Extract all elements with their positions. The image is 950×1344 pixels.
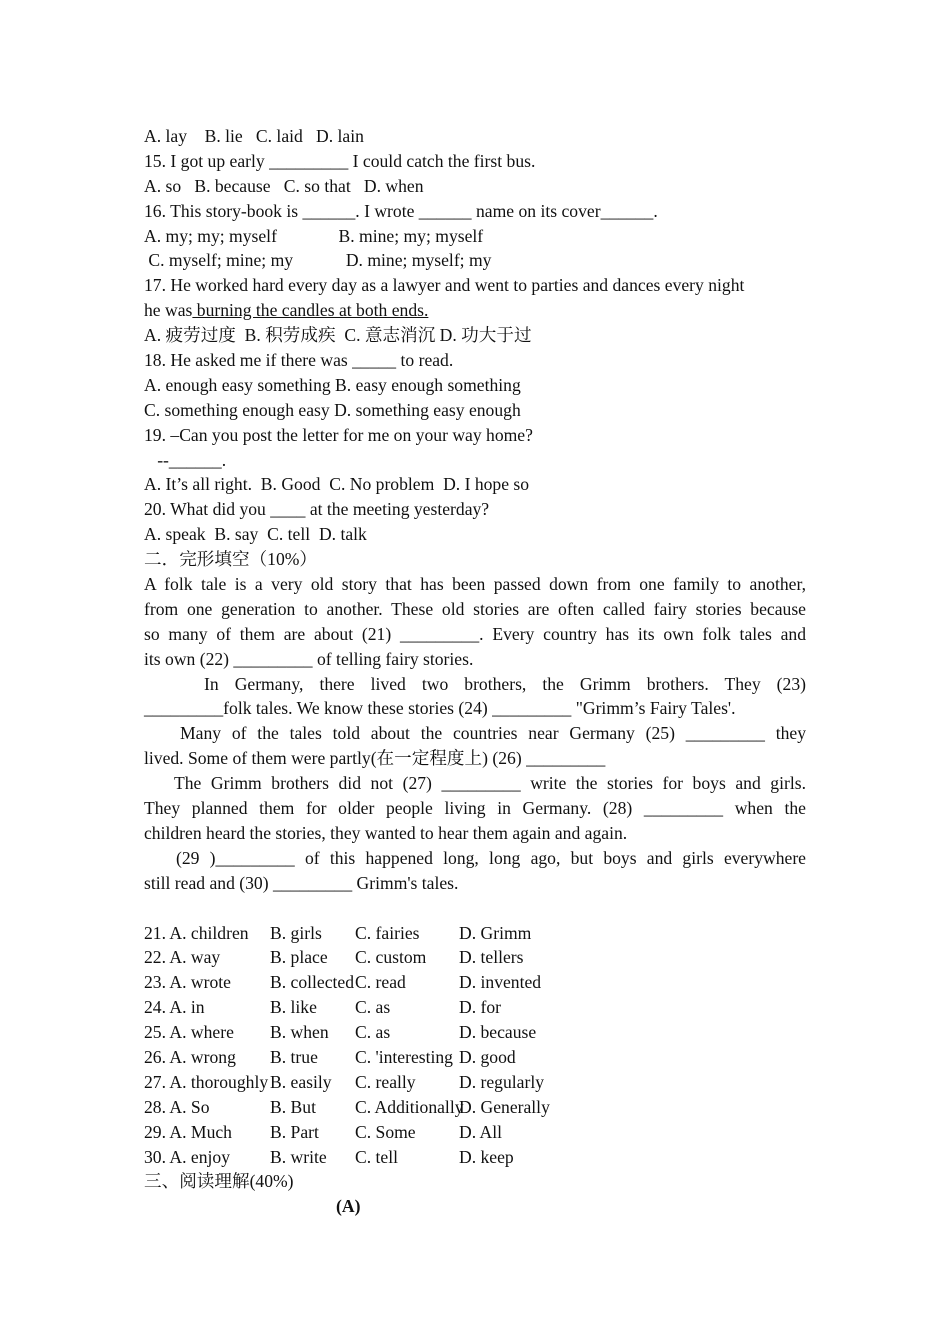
option-b: B. true (270, 1046, 318, 1067)
option-b: B. Part (270, 1121, 319, 1142)
q16-options-cd: C. myself; mine; my D. mine; myself; my (144, 250, 492, 271)
q17-question-line2 (144, 298, 806, 323)
cloze-p4-line3: children heard the stories, they wanted to hear them again and again. (144, 822, 628, 843)
q20-options: A. speak B. say C. tell D. talk (144, 524, 367, 545)
option-d: D. Grimm (459, 922, 532, 943)
option-a: 26. A. wrong (144, 1046, 236, 1067)
option-row (144, 1120, 806, 1145)
reading-section-a: (A) (336, 1196, 361, 1217)
option-b: B. like (270, 997, 317, 1018)
option-row (144, 921, 806, 946)
option-d: D. All (459, 1121, 503, 1142)
option-c: C. fairies (355, 922, 420, 943)
cloze-p5-line2: still read and (30) _________ Grimm's tales. (144, 872, 459, 893)
q20-question: 20. What did you ____ at the meeting yesterday? (144, 499, 490, 520)
option-row (144, 995, 806, 1020)
option-d: D. regularly (459, 1071, 545, 1092)
option-a: 29. A. Much (144, 1121, 232, 1142)
cloze-p1-line2: from one generation to another. These old stories are often called fairy stories because (144, 598, 806, 619)
cloze-p2-line1: In Germany, there lived two brothers, the Grimm brothers. They (23) (204, 673, 806, 694)
option-row (144, 1045, 806, 1070)
q15-question: 15. I got up early _________ I could catch the first bus. (144, 150, 536, 171)
option-a: 24. A. in (144, 997, 205, 1018)
option-c: C. Some (355, 1121, 416, 1142)
option-c: C. 'interesting (355, 1046, 453, 1067)
option-row (144, 1145, 806, 1170)
q14-options: A. lay B. lie C. laid D. lain (144, 126, 364, 146)
option-c: C. Additionally (355, 1096, 464, 1117)
option-a: 21. A. children (144, 922, 249, 943)
q18-options-ab: A. enough easy something B. easy enough something (144, 374, 521, 395)
q18-options-cd: C. something enough easy D. something easy enough (144, 399, 521, 420)
option-d: D. good (459, 1046, 516, 1067)
q17-question-line1: 17. He worked hard every day as a lawyer and went to parties and dances every night (144, 275, 745, 296)
option-b: B. girls (270, 922, 322, 943)
q17-options: A. 疲劳过度 B. 积劳成疾 C. 意志消沉 D. 功大于过 (144, 325, 532, 346)
option-a: 27. A. thoroughly (144, 1071, 269, 1092)
cloze-p4-line1: The Grimm brothers did not (27) _________ write the stories for boys and girls. (174, 773, 806, 794)
option-b: B. write (270, 1146, 327, 1167)
option-c: C. custom (355, 947, 427, 968)
q18-question: 18. He asked me if there was _____ to read. (144, 350, 454, 371)
q15-options: A. so B. because C. so that D. when (144, 175, 424, 196)
option-row (144, 1020, 806, 1045)
option-row (144, 1095, 806, 1120)
q17-underlined-phrase: burning the candles at both ends. (192, 300, 429, 321)
reading-heading: 三、阅读理解(40%) (144, 1171, 294, 1192)
option-a: 22. A. way (144, 947, 221, 968)
q19-options: A. It’s all right. B. Good C. No problem D. I hope so (144, 474, 530, 495)
q16-options-ab: A. my; my; myself B. mine; my; myself (144, 225, 484, 246)
exam-page (144, 124, 806, 1219)
option-a: 25. A. where (144, 1022, 234, 1043)
option-row (144, 945, 806, 970)
option-b: B. collected (270, 972, 355, 993)
option-d: D. keep (459, 1146, 514, 1167)
option-d: D. tellers (459, 947, 524, 968)
cloze-p3-line2: lived. Some of them were partly(在一定程度上) (26) _________ (144, 748, 606, 769)
cloze-heading: 二．完形填空（10%） (144, 549, 318, 570)
option-c: C. read (355, 972, 406, 993)
option-b: B. place (270, 947, 328, 968)
option-d: D. because (459, 1022, 537, 1043)
cloze-p4-line2: They planned them for older people living in Germany. (28) _________ when the (144, 798, 806, 819)
option-d: D. Generally (459, 1096, 550, 1117)
cloze-p1-line3: so many of them are about (21) _________. Every country has its own folk tales and (144, 623, 806, 644)
option-b: B. But (270, 1096, 316, 1117)
q17-text: he was (144, 300, 193, 321)
option-row (144, 1070, 806, 1095)
cloze-p1-line4: its own (22) _________ of telling fairy stories. (144, 648, 474, 669)
option-c: C. really (355, 1071, 416, 1092)
option-row (144, 970, 806, 995)
cloze-p2-line2: _________folk tales. We know these stories (24) _________ "Grimm’s Fairy Tales'. (144, 698, 736, 719)
option-c: C. as (355, 1022, 391, 1043)
cloze-options-list (144, 921, 806, 1170)
option-a: 28. A. So (144, 1096, 210, 1117)
q19-question: 19. –Can you post the letter for me on your way home? (144, 424, 533, 445)
option-d: D. invented (459, 972, 542, 993)
q16-question: 16. This story-book is ______. I wrote ______ name on its cover______. (144, 200, 658, 221)
option-b: B. easily (270, 1071, 332, 1092)
option-d: D. for (459, 997, 502, 1018)
q19-reply: --______. (144, 449, 227, 470)
option-b: B. when (270, 1022, 329, 1043)
option-c: C. as (355, 997, 391, 1018)
cloze-p1-line1: A folk tale is a very old story that has been passed down from one family to another, (144, 574, 806, 595)
cloze-p3-line1: Many of the tales told about the countries near Germany (25) _________ they (180, 723, 806, 744)
option-a: 30. A. enjoy (144, 1146, 231, 1167)
spacer (144, 896, 806, 921)
option-a: 23. A. wrote (144, 972, 231, 993)
cloze-p5-line1: (29 )_________ of this happened long, long ago, but boys and girls everywhere (176, 847, 806, 868)
option-c: C. tell (355, 1146, 399, 1167)
